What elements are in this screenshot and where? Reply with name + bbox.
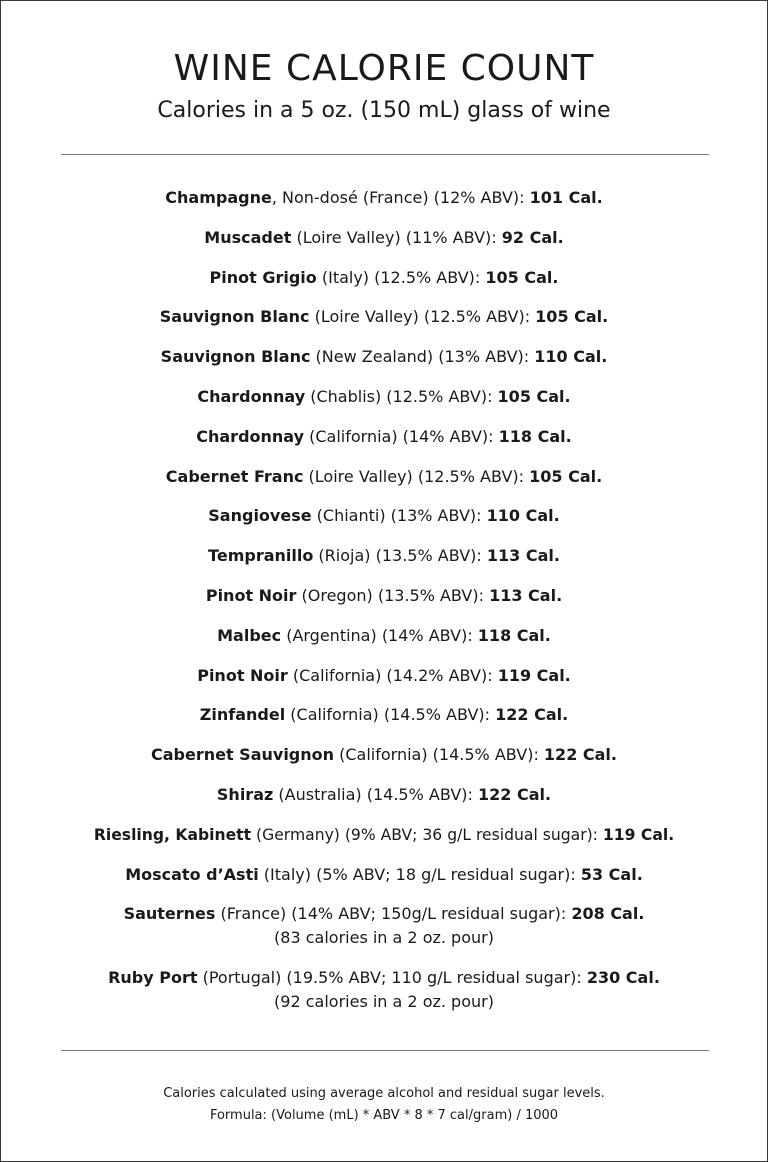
wine-detail: (California) (14.5% ABV): [334,745,544,765]
wine-detail: (California) (14.5% ABV): [285,705,496,725]
wine-detail: (Loire Valley) (12.5% ABV): [309,307,536,327]
wine-row [1,266,767,290]
wine-detail: (Oregon) (13.5% ABV): [296,585,490,605]
wine-name: Ruby Port [108,968,198,988]
wine-detail: (France) (14% ABV; 150g/L residual sugar): [215,904,572,924]
bottom-divider [61,1050,709,1051]
wine-detail: , Non-dosé (France) (12% ABV): [271,188,530,207]
wine-calories: 113 Cal. [489,585,563,605]
page-title: WINE CALORIE COUNT [173,48,595,89]
wine-name: Moscato d’Asti [125,864,259,884]
wine-name: Tempranillo [208,546,314,566]
wine-detail: (Argentina) (14% ABV): [281,625,478,645]
wine-row [1,902,767,950]
wine-row [1,504,767,528]
wine-detail: (Italy) (5% ABV; 18 g/L residual sugar): [258,864,581,884]
wine-name: Shiraz [216,784,274,804]
top-divider [61,154,709,155]
wine-row [1,863,767,887]
wine-name: Sangiovese [208,506,312,526]
wine-name: Sauvignon Blanc [159,307,310,327]
wine-detail: (Loire Valley) (12.5% ABV): [303,466,530,486]
wine-name: Cabernet Sauvignon [150,745,335,765]
wine-calories: 208 Cal. [571,904,645,924]
wine-row [1,186,767,210]
wine-detail: (California) (14% ABV): [304,426,499,446]
pour-note: (92 calories in a 2 oz. pour) [274,992,494,1012]
wine-row [1,465,767,489]
wine-row [1,425,767,449]
wine-calories: 110 Cal. [534,347,608,367]
wine-calories: 122 Cal. [495,705,569,725]
footer-notes [1,1083,767,1127]
wine-name: Sauternes [123,904,216,924]
wine-calories: 119 Cal. [602,825,675,844]
wine-calories: 105 Cal. [529,466,603,486]
wine-row [1,783,767,807]
wine-calories: 105 Cal. [485,267,559,287]
wine-detail: (Germany) (9% ABV; 36 g/L residual sugar): [251,825,603,844]
wine-calories: 113 Cal. [486,546,560,566]
wine-row [1,226,767,250]
wine-name: Pinot Grigio [209,267,317,287]
wine-detail: (Chianti) (13% ABV): [311,506,487,526]
wine-calories: 110 Cal. [486,506,560,526]
wine-name: Muscadet [204,227,292,247]
wine-row [1,823,767,847]
wine-detail: (Italy) (12.5% ABV): [316,267,486,287]
wine-row [1,345,767,369]
wine-calories: 122 Cal. [478,784,552,804]
wine-name: Cabernet Franc [165,466,304,486]
wine-calories: 92 Cal. [501,227,564,247]
wine-name: Zinfandel [199,705,286,725]
wine-name: Malbec [217,625,282,645]
wine-name: Champagne [165,188,272,207]
wine-row [1,305,767,329]
wine-name: Pinot Noir [197,665,288,685]
wine-detail: (Loire Valley) (11% ABV): [291,227,502,247]
wine-calories: 230 Cal. [586,968,660,988]
wine-detail: (New Zealand) (13% ABV): [310,347,535,367]
wine-row [1,703,767,727]
wine-calories: 101 Cal. [529,188,603,207]
wine-row [1,544,767,568]
wine-name: Pinot Noir [205,585,297,605]
wine-detail: (Chablis) (12.5% ABV): [305,386,498,406]
wine-calories: 105 Cal. [535,307,609,327]
wine-name: Chardonnay [197,386,306,406]
wine-calories: 118 Cal. [477,625,551,645]
wine-name: Chardonnay [196,426,305,446]
wine-row [1,624,767,648]
wine-detail: (Portugal) (19.5% ABV; 110 g/L residual sugar): [197,968,587,988]
wine-row [1,584,767,608]
footer-note-formula: Formula: (Volume (mL) * ABV * 8 * 7 cal/gram) / 1000 [209,1108,559,1123]
pour-note: (83 calories in a 2 oz. pour) [274,928,494,948]
wine-row [1,385,767,409]
wine-name: Riesling, Kabinett [93,825,252,844]
wine-row [1,743,767,767]
wine-list [1,186,767,1030]
wine-calories: 119 Cal. [497,665,571,685]
page-subtitle: Calories in a 5 oz. (150 mL) glass of wine [157,98,611,123]
wine-calories: 105 Cal. [497,386,571,406]
wine-calories: 122 Cal. [543,745,617,765]
wine-detail: (Rioja) (13.5% ABV): [313,546,487,566]
wine-detail: (California) (14.2% ABV): [287,665,498,685]
footer-note-method: Calories calculated using average alcohol and residual sugar levels. [163,1086,605,1101]
wine-calories: 118 Cal. [498,426,572,446]
wine-row [1,966,767,1014]
wine-detail: (Australia) (14.5% ABV): [273,784,478,804]
wine-name: Sauvignon Blanc [160,347,311,367]
wine-row [1,664,767,688]
wine-calories: 53 Cal. [580,864,643,884]
